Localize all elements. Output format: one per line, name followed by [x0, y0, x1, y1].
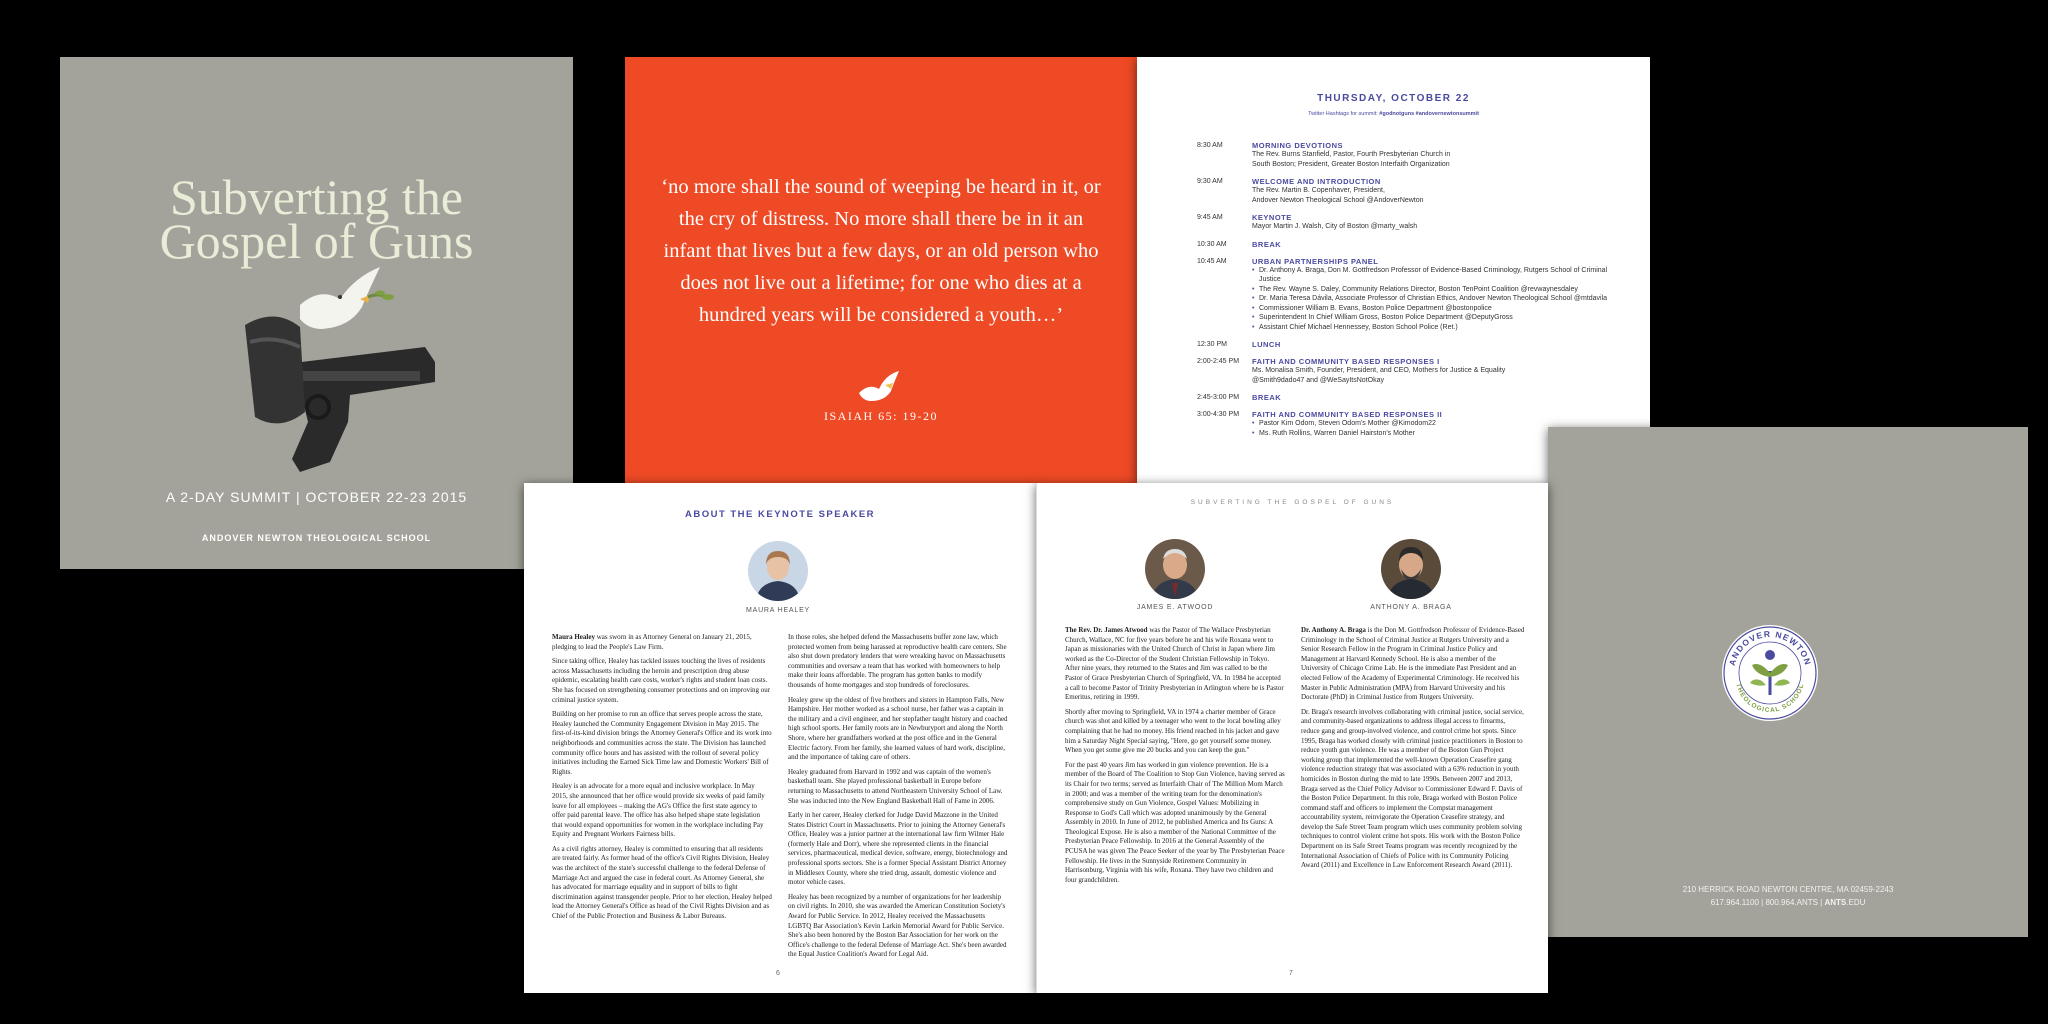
scripture-quote-panel [625, 57, 1137, 483]
bio-paragraph: As a civil rights attorney, Healey is committed to ensuring that all residents are treated fairly. As former head of the office's Civil Rights Division, Healey was the architect of the state's successful challenge to the federal Defense of Marriage Act and argued the case in federal court. As Attorney General, she has advocated for marriage equality and in support of bills to fight discrimination against transgender people. Prior to her election, Healey helped lead the Attorney General's Office as head of the Civil Rights Division and as Chief of the Public Protection and Business & Labor Bureaus. [552, 844, 772, 921]
atwood-bio [1065, 626, 1285, 890]
summit-dates: A 2-DAY SUMMIT | OCTOBER 22-23 2015 [165, 489, 468, 505]
braga-bio [1301, 626, 1525, 876]
agenda-heading: KEYNOTE [1252, 213, 1292, 222]
back-cover [1548, 427, 2028, 937]
bio-column-1 [552, 633, 772, 927]
bio-paragraph: Building on her promise to run an office that serves people across the state, Healey launched the Community Engagement Division in May 2015. The first-of-its-kind division brings the Attorney General's Office and its work into neighborhoods and communities across the state. The Division has launched community office hours and has assisted with the rollout of several policy initiatives including the Earned Sick Time law and Domestic Workers' Bill of Rights. [552, 710, 772, 776]
portrait-maura-healey [748, 541, 808, 601]
school-contact: 210 HERRICK ROAD NEWTON CENTRE, MA 02459-2243 617.964.1100 | 800.964.ANTS | ANTS.EDU [1682, 885, 1894, 907]
twitter-hashtags: Twitter Hashtags for summit: #godnotguns #andovernewtonsummit [1308, 111, 1479, 117]
agenda-bullet: • Dr. Maria Teresa Dávila, Associate Professor of Christian Ethics, Andover Newton Theological School @mtdavila [1252, 294, 1617, 304]
agenda-item [1197, 340, 1617, 349]
agenda-item [1197, 257, 1617, 333]
bio-paragraph: Shortly after moving to Springfield, VA in 1974 a charter member of Grace church was shot and killed by a teenager who went to the local bowling alley complaining that he had no money. His friend reached in his jacket and gave him a Saturday Night Special saying, "Here, go get yourself some money. When you get some give me 20 bucks and you can keep the gun." [1065, 707, 1281, 755]
agenda-time: 9:45 AM [1197, 214, 1223, 221]
bio-paragraph: The Rev. Dr. James Atwood was the Pastor of The Wallace Presbyterian Church, Wallace, NC for five years before he and his wife Roxana went to Japan as missionaries with the United Church of Christ in Japan where Jim worked as the Co-Director of the Student Christian Fellowship in Tokyo. After nine years, they returned to the States and Jim was called to be the Pastor of Grace Presbyterian Church of Springfield, VA. In 1984 he accepted a call to become Pastor of Trinity Presbyterian in Arlington where he is Pastor Emeritus, retiring in 1999. [1065, 626, 1284, 702]
agenda-heading: BREAK [1252, 239, 1282, 249]
agenda-heading: FAITH AND COMMUNITY BASED RESPONSES II [1252, 410, 1443, 419]
logo-top-text: ANDOVER NEWTON [1726, 628, 1814, 667]
atwood-name: JAMES E. ATWOOD [1136, 604, 1214, 611]
bio-paragraph: Early in her career, Healey clerked for Judge David Mazzone in the United States District Court in Massachusetts. Prior to joining the Attorney General's Office, Healey was a junior partner at the international law firm Wilmer Hale (formerly Hale and Dorr), where she represented clients in the financial services, pharmaceutical, medical device, software, energy, biotechnology and professional sports sectors. She is a former Special Assistant District Attorney in Middlesex County, where she tried drug, assault, domestic violence and motor vehicle cases. [788, 811, 1008, 887]
andover-newton-logo [1720, 623, 1820, 723]
agenda-bullet: • The Rev. Wayne S. Daley, Community Relations Director, Boston TenPoint Coalition @revwaynesdaley [1252, 285, 1617, 295]
agenda-time: 2:00-2:45 PM [1197, 358, 1240, 365]
page-6 [524, 483, 1036, 993]
page-7 [1036, 483, 1548, 993]
agenda-heading: FAITH AND COMMUNITY BASED RESPONSES I [1252, 357, 1440, 366]
agenda-item [1197, 393, 1617, 402]
agenda-time: 8:30 AM [1197, 142, 1223, 149]
bio-paragraph: Dr. Braga's research involves collaborating with criminal justice, social service, and community-based organizations to address illegal access to firearms, reduce gang and group-involved violence, and control crime hot spots. Since 1995, Braga has worked closely with criminal justice practitioners in Boston to reduce youth gun violence. He was a member of the Boston Gun Project working group that implemented the well-known Operation Ceasefire gang violence reduction strategy that was associated with a 63% reduction in youth homicides in Boston during the mid to late 1990s. Between 2007 and 2013, Braga served as the Chief Policy Advisor to Commissioner Edward F. Davis of the Boston Police Department. In this role, Braga worked with Boston Police command staff and officers to implement the Compstat management accountability system, reinvigorate the Operation Ceasefire strategy, and develop the Safe Street Team program which uses community problem solving techniques to control violent crime hot spots. His work with the Boston Police Department on its Safe Street Teams program was recently recognized by the International Association of Chiefs of Police with its Community Policing Award (2011) and Excellence in Law Enforcement Research Award (2011). [1301, 707, 1524, 870]
agenda-detail: Ms. Monalisa Smith, Founder, President, and CEO, Mothers for Justice & Equality [1252, 367, 1506, 374]
agenda-heading: LUNCH [1252, 340, 1281, 349]
agenda-list [1197, 141, 1617, 446]
scripture-quote: ‘no more shall the sound of weeping be heard in it, or the cry of distress. No more shall there be in it an infant that lives but a few days, or an old person who does not live out a lifetime; for one who dies at a hundred years will be considered a youth…’ [661, 176, 1101, 326]
keynote-title: ABOUT THE KEYNOTE SPEAKER [684, 509, 876, 520]
agenda-bullet: • Commissioner William B. Evans, Boston Police Department @bostonpolice [1252, 304, 1617, 314]
front-cover [60, 57, 573, 569]
agenda-time: 3:00-4:30 PM [1197, 411, 1240, 418]
agenda-date: THURSDAY, OCTOBER 22 [1317, 93, 1470, 104]
bio-paragraph: For the past 40 years Jim has worked in gun violence prevention. He is a member of the Board of The Coalition to Stop Gun Violence, having served as its Chair for two terms; served as Interfaith Chair of The Million Mom March in 2000; and was a member of the writing team for the denomination's comprehensive study on Gun Violence, Gospel Values: Mobilizing in Response to God's Call which was adopted unanimously by the General Assembly in 2010. In June of 2012, he published America and Its Guns: A Theological Expose. He is also a member of the National Committee of the Presbyterian Peace Fellowship. In 2016 at the General Assembly of the PCUSA he was given The Peace Seeker of the year by The Presbyterian Peace Fellowship. He lives in the Sunnyside Retirement Community in Harrisonburg, Virginia with his wife, Roxana. They have two children and four grandchildren. [1065, 760, 1285, 884]
bio-paragraph: Maura Healey was sworn in as Attorney General on January 21, 2015, pledging to lead the People's Law Firm. [552, 633, 752, 651]
agenda-item [1197, 177, 1617, 205]
bio-paragraph: Healey graduated from Harvard in 1992 and was captain of the women's basketball team. She played professional basketball in Europe before returning to Massachusetts to attend Northeastern University School of Law. She was inducted into the New England Basketball Hall of Fame in 2006. [788, 767, 1003, 805]
agenda-heading: URBAN PARTNERSHIPS PANEL [1252, 256, 1379, 266]
logo-bottom-text: THEOLOGICAL SCHOOL [1734, 682, 1806, 715]
portrait-anthony-braga [1381, 539, 1441, 599]
agenda-time: 10:45 AM [1197, 257, 1227, 265]
agenda-bullet: • Dr. Anthony A. Braga, Don M. Gottfredson Professor of Evidence-Based Criminology, Rutgers School of Criminal Justice [1252, 266, 1617, 285]
bio-paragraph: Healey grew up the oldest of five brothers and sisters in Hampton Falls, New Hampshire. Her mother worked as a school nurse, her father was a captain in the military and a civil engineer, and her stepfather taught history and coached high school sports. Her family roots are in Newburyport and along the North Shore, where her grandfathers worked at the post office and in the General Electric factory. From her family, she learned values of hard work, discipline, and the importance of taking care of others. [788, 695, 1008, 762]
agenda-time: 10:30 AM [1197, 240, 1227, 248]
dove-on-gun-illustration [230, 247, 470, 487]
page-number: 6 [776, 970, 780, 977]
agenda-page [1137, 57, 1650, 483]
bio-paragraph: Dr. Anthony A. Braga is the Don M. Gottfredson Professor of Evidence-Based Criminology in the School of Criminal Justice at Rutgers University and a Senior Research Fellow in the Program in Criminal Justice Policy and Management at Harvard Kennedy School. He is also a member of the University of Chicago Crime Lab. He is the immediate Past President and an elected Fellow of the Academy of Experimental Criminology. He received his Master in Public Administration (MPA) from Harvard University and his Doctorate (PhD) in Criminal Justice from Rutgers University. [1301, 626, 1525, 702]
agenda-item [1197, 357, 1617, 385]
agenda-bullet: • Ms. Ruth Rollins, Warren Daniel Hairston's Mother [1252, 429, 1617, 439]
portrait-james-atwood [1145, 539, 1205, 599]
agenda-detail: Andover Newton Theological School @AndoverNewton [1252, 196, 1424, 204]
agenda-item [1197, 240, 1617, 249]
agenda-heading: BREAK [1252, 393, 1282, 402]
braga-name: ANTHONY A. BRAGA [1370, 604, 1452, 611]
speaker-name: MAURA HEALEY [745, 607, 811, 614]
agenda-bullet: • Superintendent In Chief William Gross, Boston Police Department @DeputyGross [1252, 313, 1617, 323]
agenda-time: 2:45-3:00 PM [1197, 394, 1240, 401]
agenda-time: 9:30 AM [1197, 178, 1223, 185]
bio-paragraph: Since taking office, Healey has tackled issues touching the lives of residents across Massachusetts including the heroin and prescription drug abuse epidemic, escalating health care costs, worker's rights and student loan costs. She has focused on strengthening consumer protections and on improving our criminal justice system. [552, 657, 771, 704]
cover-title: Subverting the Gospel of Guns [159, 169, 474, 269]
bio-paragraph: Healey has been recognized by a number of organizations for her leadership on civil rights. In 2010, she was awarded the American Constitution Society's Award for Public Service. In 2012, Healey received the Massachusetts LGBTQ Bar Association's Kevin Larkin Memorial Award for Public Service. She's also been honored by the Boston Bar Association for her work on the Office's challenge to the federal Defense of Marriage Act. She's been awarded the Equal Justice Coalition's Award for Legal Aid. [788, 892, 1007, 959]
agenda-bullet: • Assistant Chief Michael Hennessey, Boston School Police (Ret.) [1252, 323, 1617, 333]
agenda-detail: The Rev. Burns Stanfield, Pastor, Fourth Presbyterian Church in [1252, 151, 1451, 158]
running-title: SUBVERTING THE GOSPEL OF GUNS [1190, 499, 1395, 506]
agenda-item [1197, 141, 1617, 169]
agenda-item [1197, 213, 1617, 232]
agenda-bullet: • Pastor Kim Odom, Steven Odom's Mother @Kimodom22 [1252, 419, 1617, 429]
agenda-heading: WELCOME AND INTRODUCTION [1252, 177, 1381, 186]
agenda-detail: Mayor Martin J. Walsh, City of Boston @marty_walsh [1252, 223, 1418, 230]
bio-column-2 [788, 633, 1008, 965]
bio-paragraph: In those roles, she helped defend the Massachusetts buffer zone law, which protected women from being harassed at reproductive health care centers. She also shut down predatory lenders that were wreaking havoc on Massachusetts communities and oversaw a team that has worked with homeowners to help make their loans affordable. The program has gotten banks to modify thousands of home mortgages and stop hundreds of foreclosures. [788, 633, 1007, 689]
agenda-detail: @Smith9dado47 and @WeSayItsNotOkay [1252, 376, 1384, 384]
bio-paragraph: Healey is an advocate for a more equal and inclusive workplace. In May 2015, she announced that her office would provide six weeks of paid family leave for all employees – making the AG's Office the first state agency to offer paid parental leave. The office has also helped shape state legislation that would expand opportunities for women in the workplace including Pay Equity and Pregnant Workers Fairness bills. [552, 782, 765, 839]
school-name: ANDOVER NEWTON THEOLOGICAL SCHOOL [201, 533, 432, 543]
dove-icon [855, 369, 905, 405]
page-number: 7 [1289, 970, 1293, 977]
agenda-heading: MORNING DEVOTIONS [1252, 141, 1344, 150]
scripture-reference: ISAIAH 65: 19-20 [824, 409, 938, 423]
agenda-time: 12:30 PM [1197, 341, 1227, 348]
agenda-detail: South Boston; President, Greater Boston Interfaith Organization [1252, 160, 1450, 168]
agenda-detail: The Rev. Martin B. Copenhaver, President, [1252, 187, 1385, 194]
